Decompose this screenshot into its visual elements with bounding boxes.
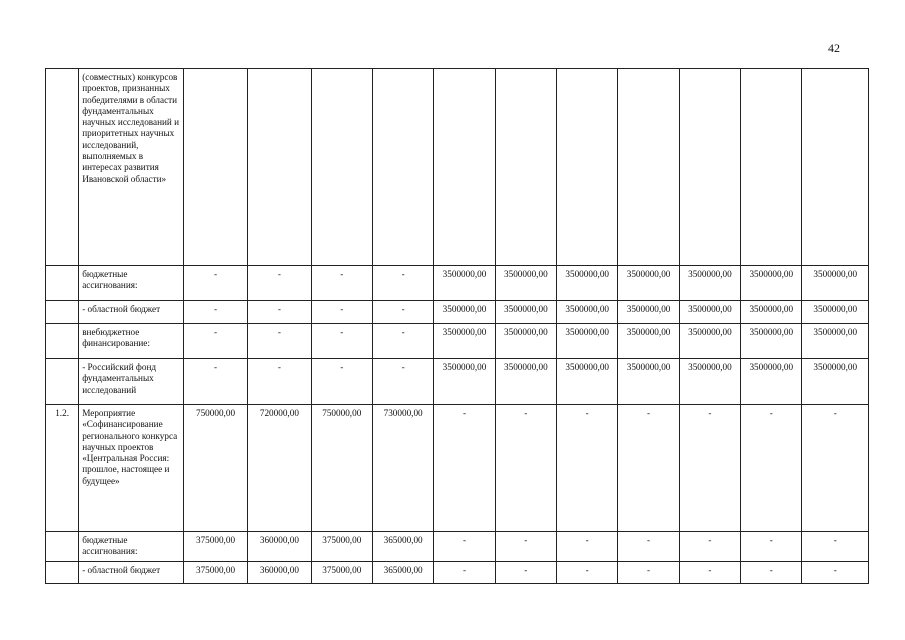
- amount-cell: -: [311, 301, 372, 324]
- amount-cell: -: [802, 561, 869, 583]
- table-row: [46, 532, 869, 562]
- amount-cell: -: [495, 532, 556, 562]
- row-description-cell: бюджетные ассигнования:: [79, 266, 184, 301]
- table-row: [46, 324, 869, 359]
- amount-cell: -: [183, 301, 247, 324]
- amount-cell: 365000,00: [372, 561, 433, 583]
- amount-cell: -: [679, 405, 740, 532]
- amount-cell: [372, 69, 433, 266]
- amount-cell: -: [557, 532, 618, 562]
- amount-cell: 3500000,00: [434, 324, 495, 359]
- amount-cell: 3500000,00: [495, 266, 556, 301]
- amount-cell: 360000,00: [248, 532, 311, 562]
- row-number-cell: [46, 266, 79, 301]
- amount-cell: 3500000,00: [434, 301, 495, 324]
- amount-cell: -: [802, 532, 869, 562]
- row-description-cell: (совместных) конкурсов проектов, признанных победителями в области фундаментальных научных исследований и приоритетных научных исследований, выполняемых в интересах развития Ивановской области»: [79, 69, 184, 266]
- row-description-cell: - Российский фонд фундаментальных исследований: [79, 359, 184, 405]
- budget-table-body: [46, 69, 869, 584]
- row-number-cell: [46, 561, 79, 583]
- table-row: [46, 561, 869, 583]
- amount-cell: 3500000,00: [495, 324, 556, 359]
- amount-cell: 3500000,00: [802, 266, 869, 301]
- amount-cell: -: [557, 561, 618, 583]
- amount-cell: -: [741, 405, 802, 532]
- amount-cell: -: [679, 561, 740, 583]
- amount-cell: -: [802, 405, 869, 532]
- table-row: [46, 266, 869, 301]
- row-number-cell: 1.2.: [46, 405, 79, 532]
- amount-cell: -: [248, 301, 311, 324]
- amount-cell: 3500000,00: [741, 324, 802, 359]
- amount-cell: -: [372, 266, 433, 301]
- amount-cell: -: [557, 405, 618, 532]
- amount-cell: [802, 69, 869, 266]
- row-number-cell: [46, 324, 79, 359]
- amount-cell: 3500000,00: [618, 359, 679, 405]
- amount-cell: 720000,00: [248, 405, 311, 532]
- amount-cell: 3500000,00: [557, 266, 618, 301]
- row-number-cell: [46, 69, 79, 266]
- amount-cell: [679, 69, 740, 266]
- amount-cell: 3500000,00: [802, 301, 869, 324]
- amount-cell: -: [434, 405, 495, 532]
- amount-cell: -: [495, 561, 556, 583]
- amount-cell: 3500000,00: [679, 359, 740, 405]
- amount-cell: 730000,00: [372, 405, 433, 532]
- amount-cell: 3500000,00: [434, 359, 495, 405]
- amount-cell: 3500000,00: [679, 324, 740, 359]
- amount-cell: 365000,00: [372, 532, 433, 562]
- amount-cell: 3500000,00: [495, 359, 556, 405]
- table-row: [46, 69, 869, 266]
- amount-cell: 750000,00: [311, 405, 372, 532]
- row-number-cell: [46, 301, 79, 324]
- amount-cell: 360000,00: [248, 561, 311, 583]
- amount-cell: -: [183, 324, 247, 359]
- amount-cell: 3500000,00: [741, 359, 802, 405]
- row-description-cell: - областной бюджет: [79, 301, 184, 324]
- amount-cell: -: [248, 266, 311, 301]
- amount-cell: 375000,00: [311, 532, 372, 562]
- amount-cell: 3500000,00: [679, 266, 740, 301]
- amount-cell: 3500000,00: [618, 324, 679, 359]
- budget-table: [45, 68, 869, 584]
- amount-cell: -: [741, 561, 802, 583]
- amount-cell: -: [618, 561, 679, 583]
- amount-cell: 3500000,00: [618, 266, 679, 301]
- amount-cell: -: [495, 405, 556, 532]
- amount-cell: -: [372, 301, 433, 324]
- amount-cell: 3500000,00: [557, 359, 618, 405]
- amount-cell: 3500000,00: [679, 301, 740, 324]
- amount-cell: 3500000,00: [434, 266, 495, 301]
- amount-cell: -: [248, 359, 311, 405]
- amount-cell: -: [372, 324, 433, 359]
- amount-cell: 3500000,00: [557, 324, 618, 359]
- amount-cell: 3500000,00: [618, 301, 679, 324]
- row-number-cell: [46, 532, 79, 562]
- amount-cell: 375000,00: [311, 561, 372, 583]
- page-number: 42: [828, 41, 840, 55]
- amount-cell: -: [183, 266, 247, 301]
- amount-cell: [618, 69, 679, 266]
- amount-cell: -: [618, 405, 679, 532]
- amount-cell: [741, 69, 802, 266]
- amount-cell: -: [311, 359, 372, 405]
- row-description-cell: - областной бюджет: [79, 561, 184, 583]
- amount-cell: 375000,00: [183, 561, 247, 583]
- row-description-cell: Мероприятие «Софинансирование регионального конкурса научных проектов «Центральная Россия: прошлое, настоящее и будущее»: [79, 405, 184, 532]
- table-row: [46, 301, 869, 324]
- amount-cell: [183, 69, 247, 266]
- amount-cell: -: [679, 532, 740, 562]
- amount-cell: 3500000,00: [557, 301, 618, 324]
- amount-cell: -: [372, 359, 433, 405]
- amount-cell: -: [741, 532, 802, 562]
- amount-cell: 375000,00: [183, 532, 247, 562]
- amount-cell: 3500000,00: [741, 301, 802, 324]
- amount-cell: -: [311, 324, 372, 359]
- amount-cell: -: [311, 266, 372, 301]
- amount-cell: 3500000,00: [495, 301, 556, 324]
- amount-cell: [248, 69, 311, 266]
- amount-cell: -: [618, 532, 679, 562]
- amount-cell: 750000,00: [183, 405, 247, 532]
- table-row: [46, 405, 869, 532]
- amount-cell: -: [434, 532, 495, 562]
- amount-cell: 3500000,00: [741, 266, 802, 301]
- amount-cell: [311, 69, 372, 266]
- amount-cell: [495, 69, 556, 266]
- row-number-cell: [46, 359, 79, 405]
- row-description-cell: внебюджетное финансирование:: [79, 324, 184, 359]
- amount-cell: -: [183, 359, 247, 405]
- amount-cell: -: [248, 324, 311, 359]
- table-row: [46, 359, 869, 405]
- amount-cell: 3500000,00: [802, 359, 869, 405]
- amount-cell: [434, 69, 495, 266]
- amount-cell: -: [434, 561, 495, 583]
- amount-cell: 3500000,00: [802, 324, 869, 359]
- amount-cell: [557, 69, 618, 266]
- row-description-cell: бюджетные ассигнования:: [79, 532, 184, 562]
